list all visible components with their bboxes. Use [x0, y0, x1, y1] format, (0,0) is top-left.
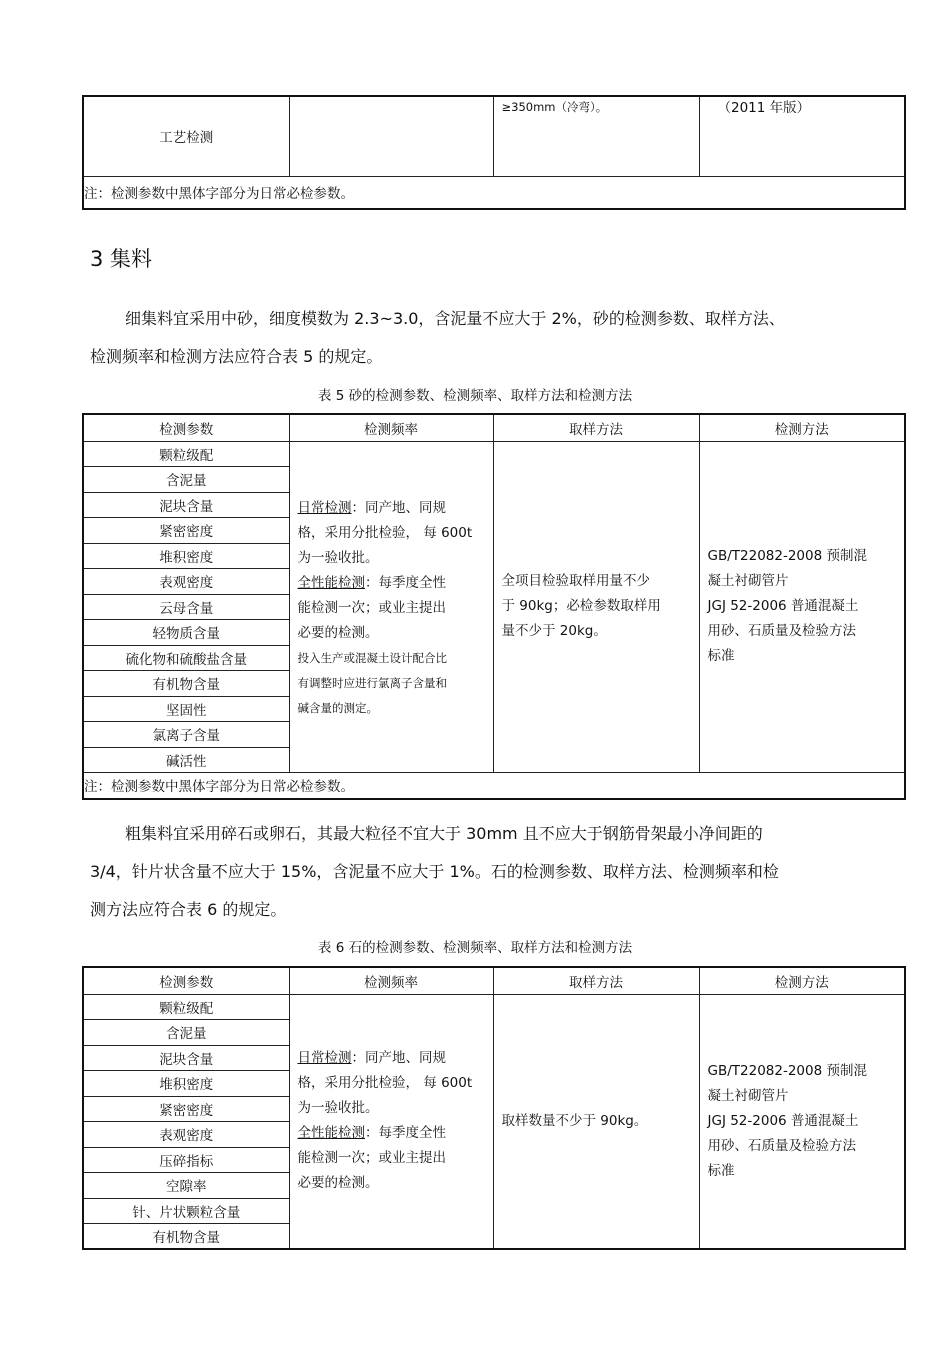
- table6-param: 泥块含量: [83, 1045, 289, 1071]
- table5-header-sampling: 取样方法: [493, 414, 699, 441]
- table6-param: 堆积密度: [83, 1071, 289, 1097]
- table5-param: 坚固性: [83, 696, 289, 722]
- table5-param: 紧密密度: [83, 518, 289, 544]
- paragraph-fine-aggregate-line1: 细集料宜采用中砂，细度模数为 2.3~3.0，含泥量不应大于 2%，砂的检测参数、取样方法、: [125, 309, 785, 328]
- table5-param: 碱活性: [83, 747, 289, 773]
- table6-param: 针、片状颗粒含量: [83, 1198, 289, 1224]
- table6-param: 压碎指标: [83, 1147, 289, 1173]
- process-test-freq: [289, 96, 493, 176]
- paragraph-fine-aggregate-line2: 检测频率和检测方法应符合表 5 的规定。: [90, 347, 383, 366]
- table6-param: 有机物含量: [83, 1224, 289, 1250]
- table6-header-sampling: 取样方法: [493, 967, 699, 994]
- table6-param: 含泥量: [83, 1020, 289, 1046]
- table6-param: 颗粒级配: [83, 994, 289, 1020]
- table5-frequency: 日常检测：同产地、同规 格，采用分批检验， 每 600t 为一验收批。 全性能检测：每季度全性 能检测一次；或业主提出 必要的检测。 投入生产或混凝土设计配合比 有调整时应进行氯离子含量和 碱含量的测定。: [297, 500, 473, 716]
- paragraph-coarse-aggregate-line3: 测方法应符合表 6 的规定。: [90, 900, 287, 919]
- table5-param: 堆积密度: [83, 543, 289, 569]
- table-note: 注：检测参数中黑体字部分为日常必检参数。: [83, 176, 905, 209]
- table5-param: 有机物含量: [83, 671, 289, 697]
- full-test-label: 全性能检测: [297, 575, 365, 592]
- table6-param: 表观密度: [83, 1122, 289, 1148]
- paragraph-coarse-aggregate-line1: 粗集料宜采用碎石或卵石，其最大粒径不宜大于 30mm 且不应大于钢筋骨架最小净间距的: [125, 824, 763, 843]
- table5-param: 云母含量: [83, 594, 289, 620]
- table5-note: 注：检测参数中黑体字部分为日常必检参数。: [83, 773, 905, 799]
- full-test-label: 全性能检测: [297, 1125, 365, 1142]
- stone-test-table: [82, 966, 906, 1250]
- paragraph-coarse-aggregate-line2: 3/4，针片状含量不应大于 15%，含泥量不应大于 1%。石的检测参数、取样方法、检测频率和检: [90, 862, 779, 881]
- table5-header-param: 检测参数: [83, 414, 289, 441]
- table6-frequency: 日常检测：同产地、同规 格，采用分批检验， 每 600t 为一验收批。 全性能检测：每季度全性 能检测一次；或业主提出 必要的检测。: [297, 1050, 473, 1192]
- table6-header-param: 检测参数: [83, 967, 289, 994]
- daily-test-label: 日常检测: [297, 500, 352, 517]
- table5-param: 颗粒级配: [83, 441, 289, 467]
- table5-method: GB/T22082-2008 预制混 凝土衬砌管片 JGJ 52-2006 普通混凝土 用砂、石质量及检验方法 标准: [707, 548, 867, 665]
- process-test-sampling: ≥350mm（冷弯）。: [501, 100, 608, 114]
- table6-header-method: 检测方法: [699, 967, 905, 994]
- table5-header-method: 检测方法: [699, 414, 905, 441]
- table5-param: 含泥量: [83, 467, 289, 493]
- table6-caption: 表 6 石的检测参数、检测频率、取样方法和检测方法: [317, 940, 633, 956]
- table5-caption: 表 5 砂的检测参数、检测频率、取样方法和检测方法: [317, 388, 633, 404]
- table5-param: 泥块含量: [83, 492, 289, 518]
- table5-header-freq: 检测频率: [289, 414, 493, 441]
- table5-param: 轻物质含量: [83, 620, 289, 646]
- table6-header-freq: 检测频率: [289, 967, 493, 994]
- table6-param: 空隙率: [83, 1173, 289, 1199]
- process-test-table: [82, 95, 906, 210]
- section-heading: 3 集料: [90, 247, 153, 271]
- daily-test-label: 日常检测: [297, 1050, 352, 1067]
- table5-param: 硫化物和硫酸盐含量: [83, 645, 289, 671]
- table5-param: 表观密度: [83, 569, 289, 595]
- process-test-method: （2011 年版）: [717, 100, 811, 116]
- table5-param: 氯离子含量: [83, 722, 289, 748]
- table6-sampling: 取样数量不少于 90kg。: [501, 1112, 648, 1129]
- table6-param: 紧密密度: [83, 1096, 289, 1122]
- sand-test-table: [82, 413, 906, 800]
- table6-method: GB/T22082-2008 预制混 凝土衬砌管片 JGJ 52-2006 普通混凝土 用砂、石质量及检验方法 标准: [707, 1062, 867, 1179]
- process-test-label: 工艺检测: [83, 96, 289, 176]
- table5-sampling: 全项目检验取样用量不少 于 90kg；必检参数取样用 量不少于 20kg。: [501, 573, 661, 640]
